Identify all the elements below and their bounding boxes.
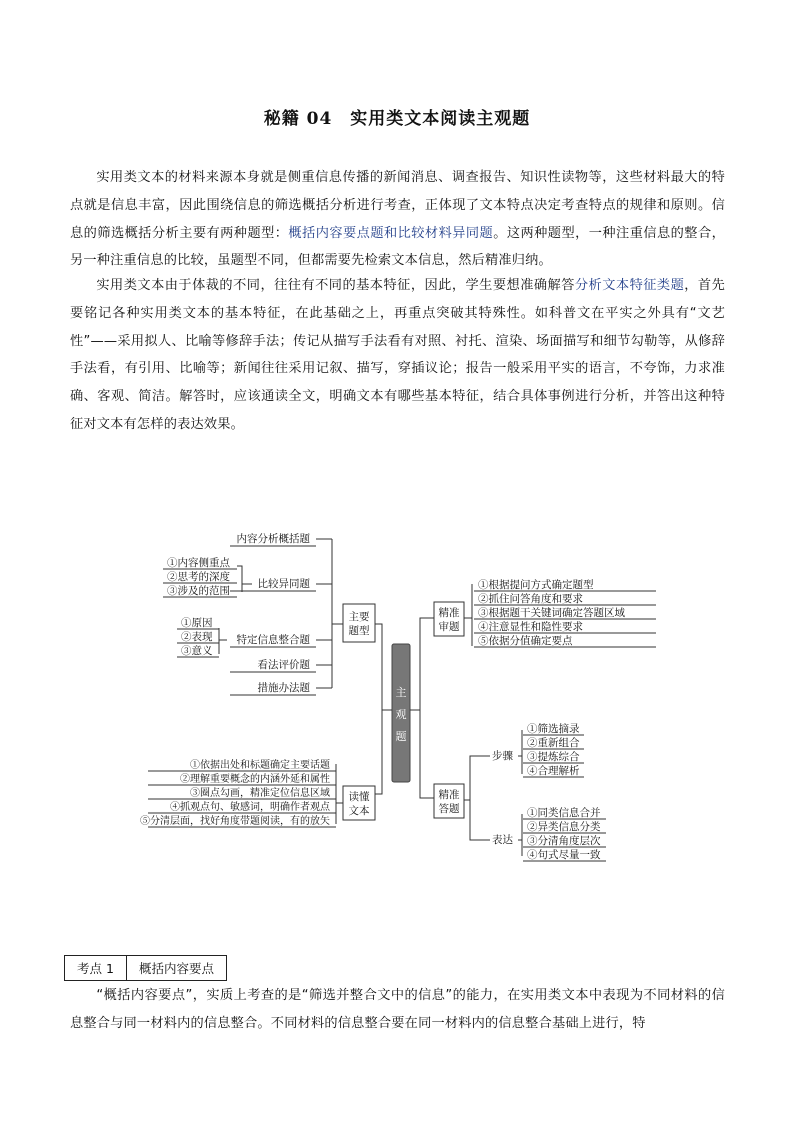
kaodian-number: 考点 1 [65, 956, 127, 981]
main-types-branches [316, 539, 343, 688]
p1-highlight: 概括内容要点题和比较材料异同题 [288, 225, 494, 241]
answer-label: 精准 [438, 789, 460, 801]
connector-center-right [410, 618, 434, 798]
express-item: ④句式尽量一致 [527, 849, 601, 861]
examine-item: ④注意显性和隐性要求 [478, 621, 583, 633]
integrate-sub-item: ①原因 [181, 617, 213, 629]
steps-item: ①筛选摘录 [527, 723, 580, 735]
center-char: 题 [395, 730, 407, 743]
steps-branches [518, 730, 522, 774]
express-branches [518, 814, 522, 856]
read-text-item: ②理解重要概念的内涵外延和属性 [180, 774, 330, 785]
answer-branches [464, 756, 490, 840]
p1-text-b: 。这两种题型，一种注重信息的整合，另一种注重信息的比较，虽题型不同，但都需要先检索文本信息，然后精准归纳。 [70, 225, 725, 269]
connector-center-left [375, 624, 392, 794]
main-type-item: 看法评价题 [257, 659, 310, 671]
examine-item: ①根据提问方式确定题型 [478, 579, 594, 591]
main-type-item: 措施办法题 [257, 682, 310, 694]
kaodian-paragraph: “概括内容要点”，实质上考查的是“筛选并整合文中的信息”的能力，在实用类文本中表现为不同材料的信息整合与同一材料内的信息整合。不同材料的信息整合要在同一材料内的信息整合基础上进行，特 [70, 988, 725, 1031]
center-char: 观 [395, 708, 407, 721]
read-text-label: 读懂 [348, 791, 370, 803]
steps-item: ④合理解析 [527, 765, 580, 777]
read-text-item: ④抓观点句、敏感词，明确作者观点 [170, 802, 330, 813]
express-label: 表达 [492, 834, 513, 846]
intro-paragraph-1 [70, 164, 725, 275]
steps-item: ③提炼综合 [527, 751, 580, 763]
read-text-label: 文本 [348, 805, 370, 817]
examine-item: ⑤依据分值确定要点 [478, 635, 573, 647]
steps-label: 步骤 [492, 750, 513, 762]
integrate-sub-item: ③意义 [181, 645, 213, 657]
read-text-branches [336, 764, 343, 824]
examine-label: 精准 [438, 607, 460, 619]
kaodian-table [64, 955, 227, 981]
integrate-sub-item: ②表现 [181, 631, 213, 643]
main-types-label: 主要 [348, 611, 370, 623]
intro-paragraph-2 [70, 272, 725, 439]
main-type-item: 特定信息整合题 [236, 634, 310, 646]
compare-branches [237, 566, 252, 592]
p2-highlight: 分析文本特征类题 [574, 278, 685, 293]
examine-branches [464, 584, 472, 646]
mind-map-text [140, 532, 656, 861]
read-text-item: ⑤分清层面，找好角度带题阅读，有的放矢 [140, 816, 330, 827]
p2-text-b: ，首先要铭记各种实用类文本的基本特征，在此基础之上，再重点突破其特殊性。如科普文在平实之外具有“文艺性”——采用拟人、比喻等修辞手法；传记从描写手法看有对照、衬托、渲染、场面描写和细节勾勒等，从修辞手法看，有引用、比喻等；新闻往往采用记叙、描写，穿插议论；报告一般采用平实的语言，不夸饰，力求准确、客观、简洁。解答时，应该通读全文，明确文本有哪些基本特征，结合具体事例进行分析，并答出这种特征对文本有怎样的表达效果。 [70, 278, 725, 432]
mind-map [0, 520, 794, 870]
express-item: ③分清角度层次 [527, 835, 601, 847]
express-item: ①同类信息合并 [527, 807, 601, 819]
kaodian-name: 概括内容要点 [126, 956, 226, 981]
read-text-item: ①依据出处和标题确定主要话题 [190, 760, 330, 771]
main-types-label: 题型 [348, 625, 370, 637]
center-char: 主 [395, 686, 407, 699]
p2-text-a: 实用类文本由于体裁的不同，往往有不同的基本特征，因此，学生要想准确解答 [96, 278, 575, 293]
examine-item: ②抓住问答角度和要求 [478, 593, 583, 605]
main-type-item: 比较异同题 [257, 578, 310, 590]
compare-sub-item: ①内容侧重点 [167, 557, 230, 569]
steps-item: ②重新组合 [527, 737, 580, 749]
integrate-branches [219, 628, 227, 654]
express-item: ②异类信息分类 [527, 821, 601, 833]
main-type-item: 内容分析概括题 [236, 533, 310, 545]
compare-sub-item: ③涉及的范围 [167, 585, 230, 597]
compare-sub-item: ②思考的深度 [167, 571, 230, 583]
page-title: 秘籍 04 实用类文本阅读主观题 [263, 109, 531, 129]
examine-label: 审题 [438, 621, 460, 633]
examine-item: ③根据题干关键词确定答题区域 [478, 607, 625, 619]
p1-text-a: 实用类文本的材料来源本身就是侧重信息传播的新闻消息、调查报告、知识性读物等，这些材料最大的特点就是信息丰富，因此围绕信息的筛选概括分析进行考查，正体现了文本特点决定考查特点的规律和原则。信息的筛选概括分析主要有两种题型： [70, 170, 725, 241]
answer-label: 答题 [438, 803, 460, 815]
read-text-item: ③圈点勾画，精准定位信息区域 [190, 788, 330, 799]
